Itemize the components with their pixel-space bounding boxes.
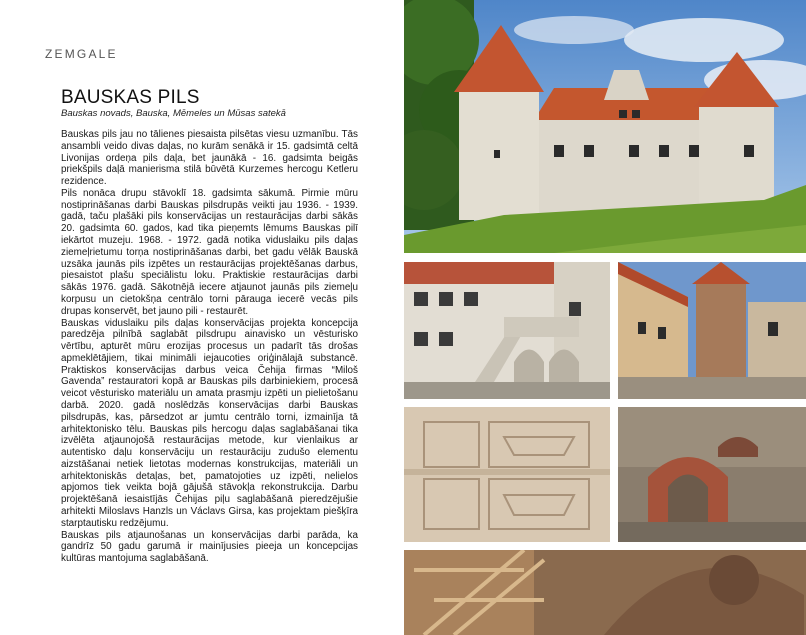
paragraph: Bauskas pils atjaunošanas un konservācijas darbi parāda, ka gandrīz 50 gadu garumā ir mainījusies pieeja un koncepcijas kultūras mantojuma saglabāšanā. — [61, 529, 358, 565]
sgraffito-facade-photo — [404, 407, 610, 542]
castle-exterior-photo — [404, 0, 806, 253]
section-label: ZEMGALE — [45, 47, 118, 61]
article-body — [61, 129, 358, 565]
article-subtitle: Bauskas novads, Bauska, Mēmeles un Mūsas satekā — [61, 108, 286, 119]
paragraph: Bauskas viduslaiku pils daļas konservācijas projekta koncepcija paredzēja pilnībā saglabāt pilsdrupu ainavisko un vēsturisko vērtību, apturēt mūru erozijas procesus un padarīt tās drošas apmeklētājiem, tikai minimāli iejaucoties oriģinālajā substancē. Praktiskos konservācijas darbus veica Čehija firmas “Miloš Gavenda” restauratori kopā ar Bauskas pils darbiniekiem, procesā veicot vēsturisko materiālu un amata prasmju izpēti un pielietošanu darbā. 2020. gadā noslēdzās konservācijas darbi Bauskas pilsdrupās, kas, pārsedzot ar jumtu centrālo torni, izmainīja tā arhitektonisko tēlu. Bauskas pils hercogu daļas saglabāšanai tika izvēlēta atjaunojošā restaurācijas metode, kur vienlaikus ar autentisko daļu konservāciju un restaurāciju zudušo elementu aizstāšanai netiek lietotas modernas konstrukcijas, materiāli un arhitektoniskās detaļas, bet, pamatojoties uz izpēti, nelielos apjomos tiek veikta bojā gājušā stāvokļa rekonstrukcija. Darbu projektēšanā iesaistījās Čehijas piļu saglabāšanā pieredzējušie arhitekti Miloslavs Hanzls un Václavs Girsa, kas projektam piešķīra starptautisku redzējumu. — [61, 317, 358, 529]
article-title: BAUSKAS PILS — [61, 87, 200, 108]
brick-ruin-wall-photo — [618, 407, 806, 542]
courtyard-staircase-photo — [404, 262, 610, 399]
paragraph: Pils nonāca drupu stāvoklī 18. gadsimta sākumā. Pirmie mūru nostiprināšanas darbi Bauskas pilsdrupās veikti jau 1936. - 1939. gadā, taču plašāki pils konservācijas un restaurācijas darbi sākās 20. gadsimta 60. gados, kad tika pieņemts lēmums Bauskas pilī iekārtot muzeju. 1968. - 1972. gadā notika viduslaiku pils daļas ziemeļrietumu torņa nostiprināšanas darbi, bet gadu vēlāk Bauskā uzsāka jaunās pils izpētes un restaurācijas projektēšanas darbus, piesaistot plašu speciālistu loku. Praktiskie restaurācijas darbi sākās 1976. gadā. Sākotnējā iecere atjaunot jaunās pils ziemeļu korpusu un cietokšņa centrālo torni pārauga iecerē vecās pils drupas konservēt, bet jauno pili - restaurēt. — [61, 187, 358, 317]
tower-interior-photo — [404, 550, 806, 635]
tower-courtyard-photo — [618, 262, 806, 399]
paragraph: Bauskas pils jau no tālienes piesaista pilsētas viesu uzmanību. Tās ansambli veido divas daļas, no kurām senākā ir 15. gadsimtā celtā Livonijas ordeņa pils daļa, bet jaunākā - 16. gadsimta beigās priekšpils daļā manierisma stilā būvētā Kurzemes hercogu Ketleru rezidence. — [61, 129, 358, 188]
